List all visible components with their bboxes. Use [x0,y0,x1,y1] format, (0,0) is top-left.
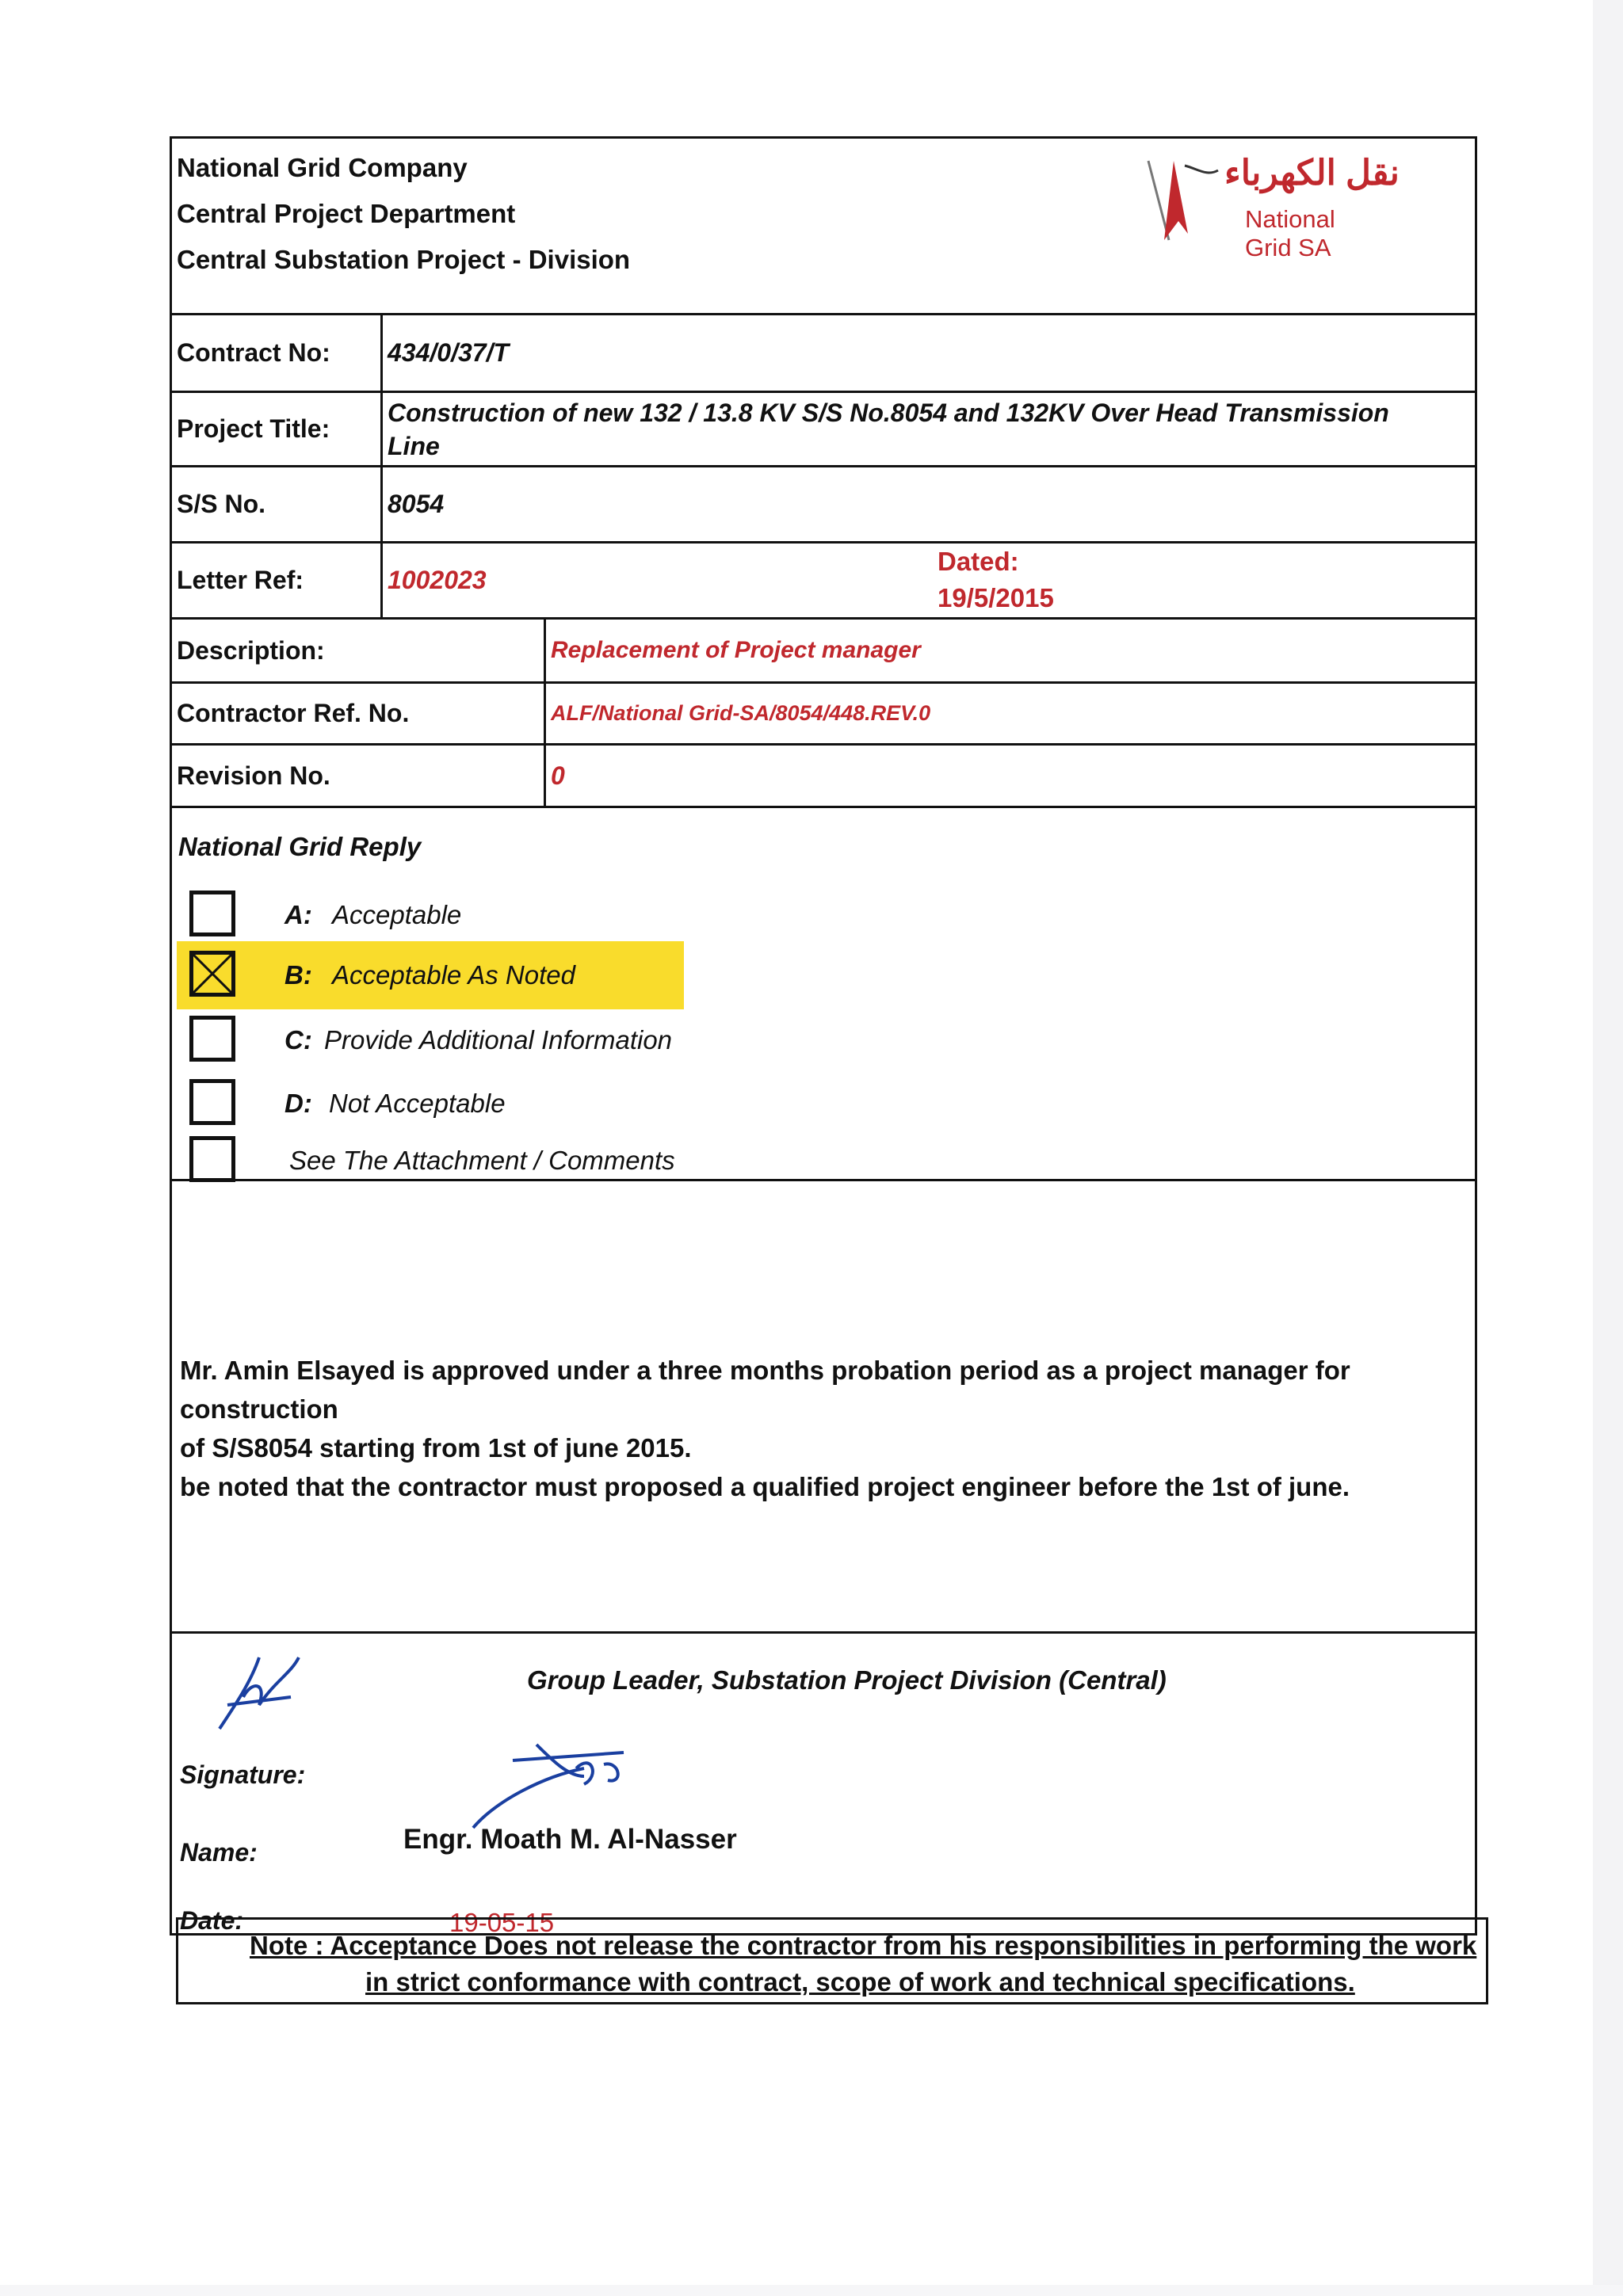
option-b[interactable] [189,951,681,1001]
option-attachment-checkbox[interactable] [189,1136,235,1182]
dated-block [938,543,1054,616]
logo-mark-icon [1142,153,1221,248]
department-name: Central Project Department [177,199,516,228]
description-label: Description: [172,620,546,681]
checkmark-x-icon [193,955,231,993]
comments-body [180,1351,1464,1506]
option-c-checkbox[interactable] [189,1016,235,1062]
header-lines [177,145,630,283]
logo-arabic-text: نقل الكهرباء [1224,154,1400,193]
project-title-row [172,393,1475,467]
logo-english-text: National Grid SA [1245,205,1335,261]
signer-name: Engr. Moath M. Al-Nasser [403,1824,737,1855]
contractor-ref-label: Contractor Ref. No. [172,684,546,743]
date-label: Date: [180,1906,244,1935]
option-b-text: Acceptable As Noted [332,960,575,990]
option-d-letter: D: [285,1089,312,1118]
ss-no-row [172,467,1475,543]
option-b-letter: B: [285,960,312,990]
description-row [172,620,1475,684]
note-box [176,1917,1488,2004]
group-leader-title: Group Leader, Substation Project Division (Central) [527,1665,1167,1695]
option-b-checkbox[interactable] [189,951,235,997]
letter-ref-value: 1002023 [388,566,487,594]
division-name: Central Substation Project - Division [177,245,631,274]
contract-no-row [172,315,1475,393]
company-name: National Grid Company [177,153,468,182]
contractor-ref-row [172,684,1475,746]
option-a[interactable] [189,891,681,941]
dated-value: 19/5/2015 [938,583,1054,612]
option-attachment-text: See The Attachment / Comments [289,1146,675,1175]
form-frame [170,136,1477,1936]
page-edge [1593,0,1623,2296]
option-d-checkbox[interactable] [189,1079,235,1125]
reply-section [172,808,1475,1181]
ss-no-value: 8054 [388,490,445,518]
page-bottom-edge [0,2285,1623,2296]
project-title-line2: Line [388,431,440,460]
project-title-label: Project Title: [172,393,383,465]
option-a-letter: A: [285,900,312,929]
comments-section [172,1181,1475,1634]
option-attachment[interactable] [189,1136,681,1187]
national-grid-logo [1142,153,1400,261]
letter-ref-label: Letter Ref: [172,543,383,617]
description-value: Replacement of Project manager [551,637,921,663]
signature-label: Signature: [180,1760,306,1789]
contract-no-value: 434/0/37/T [388,338,509,367]
comment-line2: of S/S8054 starting from 1st of june 2015. [180,1433,692,1463]
comment-line1: Mr. Amin Elsayed is approved under a three months probation period as a project manager for construction [180,1356,1350,1424]
letter-ref-row [172,543,1475,620]
option-c-text: Provide Additional Information [324,1025,673,1055]
signature-date: 19-05-15 [449,1908,555,1937]
revision-row [172,746,1475,808]
signature-section [172,1634,1475,1937]
revision-value: 0 [551,761,565,790]
initials-signature-icon [212,1650,307,1737]
option-c-letter: C: [285,1025,312,1055]
option-d[interactable] [189,1079,681,1130]
revision-label: Revision No. [172,746,546,806]
comment-line3: be noted that the contractor must proposed a qualified project engineer before the 1st of june. [180,1472,1350,1501]
reply-title: National Grid Reply [178,832,422,861]
name-label: Name: [180,1838,258,1867]
option-c[interactable] [189,1016,681,1066]
project-title-line1: Construction of new 132 / 13.8 KV S/S No.8054 and 132KV Over Head Transmission [388,398,1389,427]
option-a-checkbox[interactable] [189,891,235,936]
ss-no-label: S/S No. [172,467,383,541]
header-section [172,139,1475,315]
option-a-text: Acceptable [332,900,462,929]
option-d-text: Not Acceptable [329,1089,506,1118]
letter-ref-cell [383,543,1475,617]
project-title-value [383,393,1475,465]
note-line2: in strict conformance with contract, scope of work and technical specifications. [365,1967,1355,1997]
note-line1: Note : Acceptance Does not release the contractor from his responsibilities in performing the work [250,1931,1477,1960]
handwritten-signature-icon [465,1729,640,1832]
contractor-ref-value: ALF/National Grid-SA/8054/448.REV.0 [551,701,931,725]
contract-no-label: Contract No: [172,315,383,391]
dated-label: Dated: [938,547,1019,576]
